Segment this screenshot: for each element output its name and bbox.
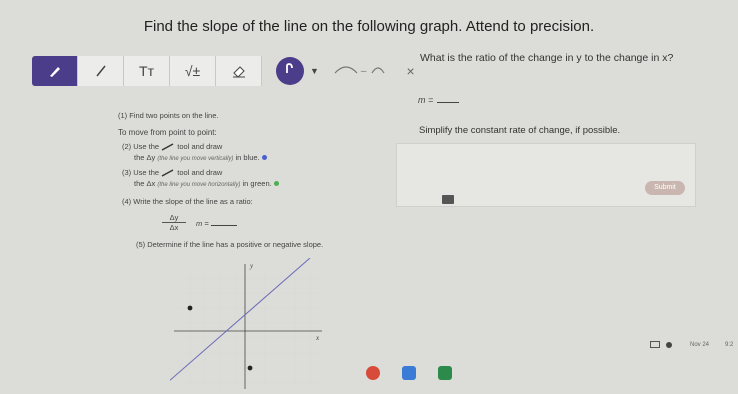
tray-time: 9:2 <box>725 341 734 348</box>
math-tool-button[interactable] <box>170 56 216 86</box>
blue-color-icon <box>262 155 267 160</box>
system-tray <box>650 341 733 348</box>
step-2 <box>122 142 222 151</box>
chrome-icon[interactable] <box>366 366 380 380</box>
step-3 <box>122 168 222 177</box>
curve-small-icon[interactable] <box>370 62 386 80</box>
step-3-a: (3) Use the <box>122 168 160 177</box>
step-2-c-post: in blue. <box>235 153 260 162</box>
dash-icon[interactable]: – <box>360 65 367 77</box>
pencil-icon <box>48 64 62 78</box>
ratio-m-label: m = <box>196 219 209 228</box>
step-2-c-italic: (the line you move vertically) <box>157 156 234 162</box>
step-5-text: (5) Determine if the line has a positive or negative slope. <box>136 240 324 249</box>
graph-line <box>170 258 310 389</box>
step-2-c-pre: the Δy <box>134 153 156 162</box>
line-pencil-icon <box>161 143 175 151</box>
page-title: Find the slope of the line on the following graph. Attend to precision. <box>143 18 595 35</box>
curve-icon[interactable] <box>333 62 359 80</box>
step-2-b: tool and draw <box>177 142 223 151</box>
coordinate-graph[interactable] <box>170 258 330 394</box>
question-prompt: What is the ratio of the change in y to the change in x? <box>420 52 674 64</box>
ratio-blank <box>211 225 237 226</box>
text-tool-label: Tт <box>139 63 154 79</box>
step-4-text: (4) Write the slope of the line as a ratio: <box>122 197 253 206</box>
step-1-text: (1) Find two points on the line. <box>118 111 219 120</box>
drive-icon[interactable] <box>438 366 452 380</box>
m-equation <box>418 95 459 105</box>
classroom-icon[interactable] <box>402 366 416 380</box>
eraser-tool-button[interactable] <box>216 56 262 86</box>
grid <box>178 268 320 389</box>
chevron-down-icon[interactable]: ▼ <box>310 66 319 76</box>
step-3-c-post: in green. <box>242 179 272 188</box>
eraser-icon <box>231 64 247 78</box>
simplify-instruction: Simplify the constant rate of change, if possible. <box>419 125 621 136</box>
ratio-denominator: Δx <box>169 223 179 232</box>
green-color-icon <box>274 181 279 186</box>
line-icon <box>94 64 108 78</box>
m-blank <box>437 102 459 103</box>
step-3-c-pre: the Δx <box>134 179 156 188</box>
tray-date: Nov 24 <box>690 341 710 348</box>
move-note: To move from point to point: <box>118 128 217 137</box>
step-2-a: (2) Use the <box>122 142 160 151</box>
math-tool-label: √± <box>184 63 201 79</box>
info-icon <box>666 342 672 348</box>
x-axis-label: x <box>316 334 320 342</box>
close-icon[interactable]: × <box>406 63 415 79</box>
step-3-line2 <box>134 179 279 188</box>
taskbar-dock <box>366 366 452 380</box>
text-tool-button[interactable] <box>124 56 170 86</box>
undo-icon <box>283 62 297 81</box>
step-3-b: tool and draw <box>177 168 223 177</box>
drawing-toolbar <box>32 53 415 89</box>
battery-icon <box>650 341 660 348</box>
step-3-c-italic: (the line you move horizontally) <box>157 182 241 188</box>
step-2-line2 <box>134 153 267 162</box>
undo-button[interactable] <box>276 57 304 85</box>
pen-tool-button[interactable] <box>32 56 78 86</box>
m-label: m = <box>418 95 434 105</box>
answer-input[interactable] <box>396 143 696 207</box>
graph-point <box>188 306 193 311</box>
y-axis-label: y <box>250 262 254 270</box>
line-pencil-icon <box>161 169 175 177</box>
ratio-numerator: Δy <box>162 213 186 223</box>
line-tool-button[interactable] <box>78 56 124 86</box>
ratio-m <box>196 219 237 228</box>
graph-point <box>248 366 253 371</box>
submit-button[interactable]: Submit <box>645 181 685 195</box>
keyboard-icon[interactable] <box>442 195 454 204</box>
ratio-fraction <box>162 213 186 232</box>
